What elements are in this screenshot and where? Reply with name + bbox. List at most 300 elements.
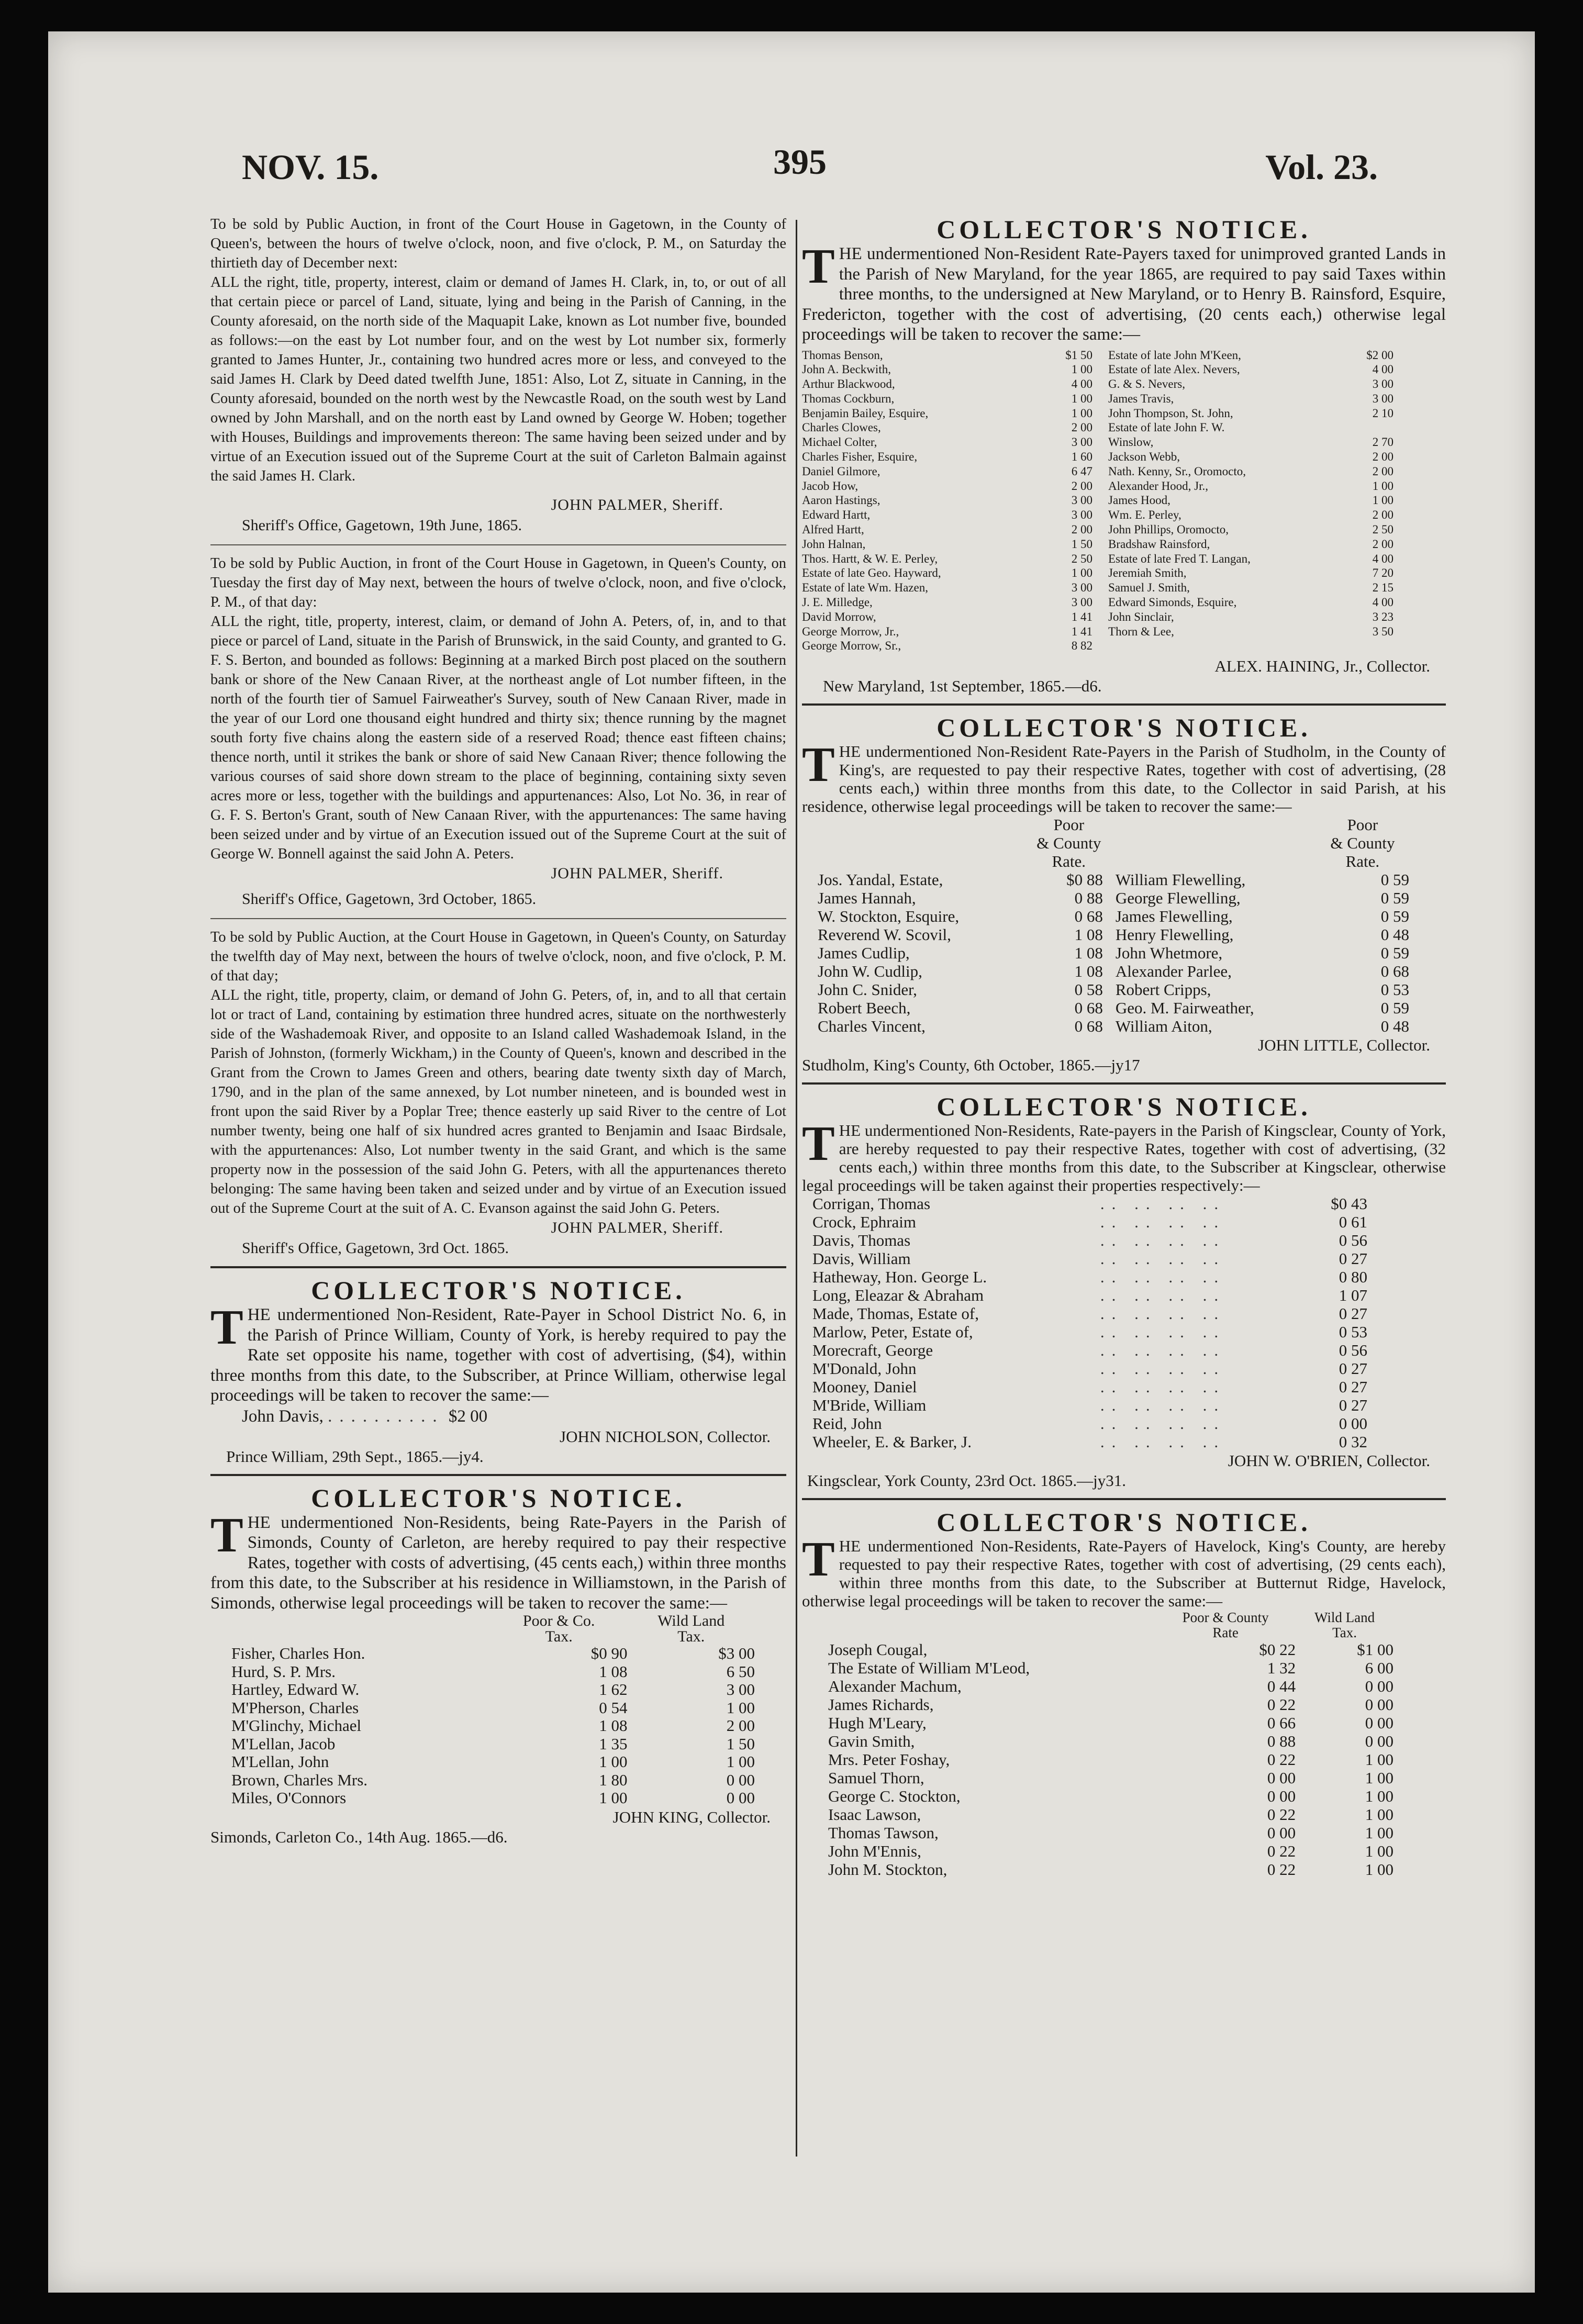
table-row <box>812 1268 1367 1286</box>
wild-land-tax: 0 00 <box>1365 1714 1394 1733</box>
payer-amount: 0 68 <box>1074 999 1103 1018</box>
payer-amount: 1 41 <box>1071 624 1093 638</box>
table-row <box>802 595 1394 610</box>
poor-tax-amount: $0 90 <box>590 1644 628 1662</box>
rate-row <box>210 1406 786 1427</box>
payer-name: Aaron Hastings, <box>802 494 880 507</box>
payer-amount: 0 00 <box>1339 1414 1367 1433</box>
payer-name: George C. Stockton, <box>828 1787 961 1806</box>
payer-name: Estate of late Fred T. Langan, <box>1108 552 1251 565</box>
notice-text: THE undermentioned Non-Residents, Rate-payers in the Parish of Kingsclear, County of York, are hereby requested to pay their respective Rates, together with cost of advertising, (32 cents each,) within three months from this date, to the Subscriber at Kingsclear, otherwise legal proceedings will be taken against their properties respectively:— <box>802 1116 1446 1195</box>
payer-amount: 2 00 <box>1071 523 1093 537</box>
table-row <box>802 610 1394 624</box>
payer-name: Arthur Blackwood, <box>802 377 895 391</box>
payer-name: Crock, Ephraim <box>812 1213 917 1232</box>
leader-dots: .......... <box>328 1406 444 1426</box>
table-row <box>812 1194 1367 1213</box>
payer-name: Jackson Webb, <box>1108 450 1180 464</box>
payer-amount: 2 00 <box>1372 450 1394 464</box>
rate-table <box>828 1610 1394 1879</box>
payer-amount: 3 00 <box>1071 596 1093 609</box>
payer-name: J. E. Milledge, <box>802 596 873 609</box>
divider <box>802 1498 1446 1500</box>
notice-text: THE undermentioned Non-Residents, being Rate-Payers in the Parish of Simonds, County of Carleton, are hereby required to pay their respective Rates, together with costs of advertising, (45 cents each,) within three months from this date, to the Subscriber at his residence in Williamstown, in the Parish of Simonds, otherwise legal proceedings will be taken to recover the same:— <box>210 1507 786 1613</box>
drop-cap: T <box>802 239 835 294</box>
table-row <box>802 406 1394 421</box>
payer-amount: 3 00 <box>1071 508 1093 522</box>
payer-name: Hatheway, Hon. George L. <box>812 1268 987 1287</box>
payer-amount: 4 00 <box>1372 363 1394 376</box>
payer-amount: 1 00 <box>1071 363 1093 376</box>
table-row <box>802 377 1394 392</box>
table-row <box>802 464 1394 479</box>
payer-amount: 1 08 <box>1074 925 1103 944</box>
collector-signature: JOHN W. O'BRIEN, Collector. <box>1228 1451 1430 1470</box>
table-row <box>818 907 1409 925</box>
collector-notice-new-maryland <box>802 215 1446 696</box>
payer-name: Mrs. Peter Foshay, <box>828 1750 950 1769</box>
leader-dots: .. .. .. .. <box>1100 1359 1226 1378</box>
payer-amount: 0 27 <box>1339 1378 1367 1396</box>
payer-name: Estate of late Geo. Hayward, <box>802 566 941 580</box>
payer-name: Gavin Smith, <box>828 1732 915 1751</box>
notice-title: COLLECTOR'S NOTICE. <box>937 1092 1311 1122</box>
payer-name: Winslow, <box>1108 435 1154 449</box>
sale-intro: To be sold by Public Auction, in front of the Court House in Gagetown, in the County of Queen's, between the hours of twelve o'clock, noon, and five o'clock, P. M., on Saturday the thirtieth day of December next: <box>210 216 786 271</box>
wild-land-tax-amount: 1 00 <box>726 1698 755 1717</box>
leader-dots: .. .. .. .. <box>1100 1213 1226 1232</box>
leader-dots: .. .. .. .. <box>1100 1378 1226 1396</box>
payer-amount: 3 00 <box>1372 392 1394 405</box>
payer-name: M'Glinchy, Michael <box>231 1716 362 1735</box>
wild-land-tax-amount: 2 00 <box>726 1716 755 1735</box>
payer-amount: 0 61 <box>1339 1213 1367 1232</box>
notice-title: COLLECTOR'S NOTICE. <box>937 713 1311 743</box>
table-row <box>818 999 1409 1017</box>
poor-county-rate: $0 22 <box>1259 1640 1296 1659</box>
wild-land-tax: 0 00 <box>1365 1732 1394 1751</box>
payer-name: James Hood, <box>1108 494 1170 507</box>
table-row <box>812 1304 1367 1323</box>
payer-amount: 0 27 <box>1339 1304 1367 1323</box>
leader-dots: .. .. .. .. <box>1100 1304 1226 1323</box>
payer-name: John M. Stockton, <box>828 1860 947 1879</box>
payer-name: Alexander Machum, <box>828 1677 962 1696</box>
wild-land-tax-amount: 3 00 <box>726 1680 755 1699</box>
payer-name: Wheeler, E. & Barker, J. <box>812 1433 972 1451</box>
leader-dots: .. .. .. .. <box>1100 1323 1226 1342</box>
wild-land-tax-amount: 1 50 <box>726 1734 755 1753</box>
issue-date: NOV. 15. <box>242 147 379 187</box>
payer-name: Marlow, Peter, Estate of, <box>812 1323 973 1342</box>
sale-body: ALL the right, title, property, interest, claim or demand of James H. Clark, in, to, or out of all that certain piece or parcel of Land, situate, lying and being in the Parish of Canning, in the County aforesaid, on the north side of the Maquapit Lake, known as Lot number five, bounded as follows:—on the east by Lot number four, and on the west by Lot number six, formerly granted to James Hunter, Jr., containing two hundred acres more or less, and conveyed to the said James H. Clark by Deed dated twelfth June, 1851: Also, Lot Z, situate in Canning, in the County aforesaid, bounded on the north west by the Newcastle Road, on the south west by Land owned by John Marshall, and on the north east by Land owned by George W. Hoben; together with Houses, Buildings and improvements thereon: The same having been seized under and by virtue of an Execution issued out of the Supreme Court at the suit of Carleton Balmain against the said James H. Clark. <box>210 274 786 484</box>
poor-county-rate: 0 22 <box>1267 1860 1296 1879</box>
payer-amount: 0 53 <box>1380 980 1409 999</box>
poor-county-rate: 0 00 <box>1267 1824 1296 1842</box>
poor-county-rate: 0 22 <box>1267 1695 1296 1714</box>
column-header: Poor & County Rate. <box>1330 815 1395 871</box>
table-row <box>818 980 1409 999</box>
drop-cap: T <box>802 1116 835 1171</box>
table-row <box>828 1659 1394 1677</box>
payer-amount: 1 00 <box>1071 392 1093 405</box>
leader-dots: .. .. .. .. <box>1100 1433 1226 1451</box>
collector-notice-havelock <box>802 1507 1446 1879</box>
wild-land-tax: 1 00 <box>1365 1842 1394 1861</box>
rate-table <box>818 815 1409 1035</box>
payer-amount: 0 59 <box>1380 870 1409 889</box>
table-row <box>812 1378 1367 1396</box>
notice-title: COLLECTOR'S NOTICE. <box>311 1483 686 1513</box>
payer-name: Long, Eleazar & Abraham <box>812 1286 984 1305</box>
payer-name: Hugh M'Leary, <box>828 1714 927 1733</box>
collector-signature: ALEX. HAINING, Jr., Collector. <box>1214 657 1430 676</box>
leader-dots: .. .. .. .. <box>1100 1194 1226 1213</box>
payer-name: Fisher, Charles Hon. <box>231 1644 365 1662</box>
table-row <box>828 1677 1394 1695</box>
poor-tax-amount: 1 35 <box>599 1734 628 1753</box>
table-row <box>828 1640 1394 1659</box>
wild-land-tax-amount: 6 50 <box>726 1662 755 1681</box>
payer-name: James Cudlip, <box>818 944 910 963</box>
payer-amount: 1 50 <box>1071 537 1093 551</box>
payer-name: Reverend W. Scovil, <box>818 925 951 944</box>
left-column <box>210 215 786 1847</box>
table-row <box>812 1414 1367 1433</box>
rate-table <box>812 1194 1367 1451</box>
payer-name: John Phillips, Oromocto, <box>1108 523 1229 537</box>
wild-land-tax: 1 00 <box>1365 1769 1394 1787</box>
payer-amount: 0 58 <box>1074 980 1103 999</box>
table-row <box>231 1717 755 1735</box>
table-row <box>812 1396 1367 1414</box>
payer-name: M'Lellan, John <box>231 1752 329 1771</box>
payer-name: Alfred Hartt, <box>802 523 864 537</box>
payer-name: Edward Hartt, <box>802 508 871 522</box>
payer-name: William Aiton, <box>1115 1017 1212 1036</box>
payer-name: Thomas Benson, <box>802 348 883 362</box>
poor-tax-amount: 1 80 <box>599 1770 628 1789</box>
payer-name: Hurd, S. P. Mrs. <box>231 1662 336 1681</box>
payer-name: Jeremiah Smith, <box>1108 566 1187 580</box>
divider <box>802 1082 1446 1085</box>
sheriff-sale-peters-2 <box>210 928 786 1259</box>
payer-name: Charles Clowes, <box>802 421 881 434</box>
payer-name: Made, Thomas, Estate of, <box>812 1304 979 1323</box>
table-row <box>812 1341 1367 1359</box>
payer-amount: 7 20 <box>1372 566 1394 580</box>
payer-name: Alexander Hood, Jr., <box>1108 479 1209 493</box>
notice-title: COLLECTOR'S NOTICE. <box>937 1507 1311 1537</box>
payer-name: John Thompson, St. John, <box>1108 406 1233 420</box>
leader-dots: .. .. .. .. <box>1100 1268 1226 1287</box>
payer-name: M'Pherson, Charles <box>231 1698 359 1717</box>
table-row <box>818 889 1409 907</box>
table-row <box>802 552 1394 566</box>
poor-tax-amount: 1 00 <box>599 1789 628 1807</box>
rate-table <box>802 348 1394 654</box>
leader-dots: .. .. .. .. <box>1100 1286 1226 1305</box>
payer-name: Thorn & Lee, <box>1108 624 1174 638</box>
payer-amount: 2 00 <box>1372 464 1394 478</box>
table-row <box>812 1231 1367 1249</box>
table-row <box>828 1732 1394 1750</box>
payer-name: Brown, Charles Mrs. <box>231 1770 368 1789</box>
payer-amount: $0 43 <box>1331 1194 1367 1213</box>
table-row <box>812 1249 1367 1268</box>
notice-text: THE undermentioned Non-Resident Rate-Payers taxed for unimproved granted Lands in the Parish of New Maryland, for the year 1865, are required to pay said Taxes within three months, to the undersigned at New Maryland, or to Henry B. Rainsford, Esquire, Fredericton, together with the cost of advertising, (20 cents each,) otherwise legal proceedings will be taken to recover the same:— <box>802 239 1446 344</box>
payer-amount: 3 00 <box>1372 377 1394 391</box>
leader-dots: .. .. .. .. <box>1100 1249 1226 1268</box>
payer-name: John C. Snider, <box>818 980 917 999</box>
table-row <box>828 1769 1394 1787</box>
payer-name: Estate of late Wm. Hazen, <box>802 581 928 595</box>
payer-name: Mooney, Daniel <box>812 1378 917 1396</box>
payer-amount: 1 60 <box>1071 450 1093 464</box>
collector-notice-simonds <box>210 1483 786 1847</box>
payer-amount: 2 00 <box>1372 508 1394 522</box>
wild-land-tax: $1 00 <box>1357 1640 1394 1659</box>
payer-amount: 8 82 <box>1071 639 1093 653</box>
payer-name: John Sinclair, <box>1108 610 1174 623</box>
payer-amount: 1 00 <box>1372 479 1394 493</box>
wild-land-tax-amount: $3 00 <box>718 1644 755 1662</box>
poor-tax-amount: 1 08 <box>599 1716 628 1735</box>
poor-county-rate: 0 00 <box>1267 1769 1296 1787</box>
table-row <box>802 580 1394 595</box>
drop-cap: T <box>802 738 835 792</box>
wild-land-tax: 1 00 <box>1365 1860 1394 1879</box>
payer-amount: 0 53 <box>1339 1323 1367 1342</box>
payer-name: Estate of late John F. W. <box>1108 421 1225 434</box>
payer-name: Charles Fisher, Esquire, <box>802 450 918 464</box>
table-row <box>812 1359 1367 1378</box>
payer-amount: 1 08 <box>1074 944 1103 963</box>
table-row <box>802 450 1394 464</box>
payer-name: Isaac Lawson, <box>828 1805 921 1824</box>
table-row <box>802 479 1394 494</box>
notice-text: THE undermentioned Non-Resident Rate-Payers in the Parish of Studholm, in the County of King's, are requested to pay their respective Rates, together with cost of advertising, (28 cents each,) within three months from this date, to the Collector in said Parish, at his residence, otherwise legal proceedings will be taken to recover the same:— <box>802 738 1446 816</box>
collector-signature: JOHN NICHOLSON, Collector. <box>560 1427 771 1446</box>
poor-tax-amount: 0 54 <box>599 1698 628 1717</box>
column-header: Wild Land Tax. <box>1314 1610 1375 1641</box>
payer-name: Alexander Parlee, <box>1115 962 1232 981</box>
payer-amount: 0 56 <box>1339 1341 1367 1360</box>
poor-county-rate: 0 44 <box>1267 1677 1296 1696</box>
sheriff-office-date: Sheriff's Office, Gagetown, 3rd Oct. 1865. <box>242 1239 509 1257</box>
table-row <box>802 639 1394 653</box>
table-row <box>802 362 1394 377</box>
notice-date: Prince William, 29th Sept., 1865.—jy4. <box>226 1447 484 1466</box>
payer-name: W. Stockton, Esquire, <box>818 907 960 926</box>
poor-tax-amount: 1 08 <box>599 1662 628 1681</box>
payer-name: Thomas Cockburn, <box>802 392 895 405</box>
payer-amount: 3 50 <box>1372 624 1394 638</box>
table-row <box>231 1789 755 1807</box>
newspaper-page <box>48 31 1535 2293</box>
table-row <box>818 962 1409 980</box>
column-header: Poor & Co. Tax. <box>522 1612 595 1645</box>
table-row <box>231 1699 755 1717</box>
collector-signature: JOHN KING, Collector. <box>612 1807 771 1826</box>
payer-name: Robert Cripps, <box>1115 980 1211 999</box>
payer-amount: 2 70 <box>1372 435 1394 449</box>
sale-body: ALL the right, title, property, claim, or demand of John G. Peters, of, in, and to all that certain lot or tract of Land, containing by estimation three hundred acres, situate on the northwesterly side of the Washademoak River, and opposite to an Island called Washademoak Island, in the Parish of Johnston, (formerly Wickham,) in the County of Queen's, known and described in the Grant from the Crown to James Green and others, bearing date twenty sixth day of March, 1790, and in the plan of the same annexed, by Lot number nineteen, and is bounded west in front upon the said River by a Poplar Tree; thence easterly up said River to the centre of Lot number twenty, being one half of six hundred acres granted to Benjamin and Isaac Birdsale, with the appurtenances: Also, Lot number twenty in the said Grant, and which is the same property now in the possession of the said John G. Peters, with all the appurtenances thereto belonging: The same having been taken and seized under and by virtue of an Execution issued out of the Supreme Court at the suit of A. C. Evanson against the said John G. Peters. <box>210 987 786 1216</box>
payer-name: John Whetmore, <box>1115 944 1223 963</box>
notice-date: Studholm, King's County, 6th October, 1865.—jy17 <box>802 1056 1140 1075</box>
payer-name: The Estate of William M'Leod, <box>828 1659 1030 1678</box>
payer-name: Henry Flewelling, <box>1115 925 1234 944</box>
table-row <box>802 537 1394 552</box>
payer-name: Miles, O'Connors <box>231 1789 347 1807</box>
table-row <box>802 624 1394 639</box>
wild-land-tax: 0 00 <box>1365 1677 1394 1696</box>
payer-amount: 0 59 <box>1380 889 1409 908</box>
wild-land-tax: 1 00 <box>1365 1824 1394 1842</box>
leader-dots: .. .. .. .. <box>1100 1341 1226 1360</box>
sheriff-sale-peters-1 <box>210 554 786 910</box>
table-row <box>802 566 1394 580</box>
table-row <box>812 1286 1367 1304</box>
wild-land-tax: 1 00 <box>1365 1805 1394 1824</box>
payer-amount: 3 23 <box>1372 610 1394 623</box>
payer-amount <box>1348 420 1394 435</box>
payer-amount: 2 10 <box>1372 406 1394 420</box>
payer-amount: 4 00 <box>1372 596 1394 609</box>
table-row <box>802 392 1394 406</box>
wild-land-tax: 6 00 <box>1365 1659 1394 1678</box>
payer-name: David Morrow, <box>802 610 876 623</box>
sale-intro: To be sold by Public Auction, at the Court House in Gagetown, in Queen's County, on Saturday the twelfth day of May next, between the hours of twelve o'clock, noon, and five o'clock, P. M. of that day; <box>210 929 786 984</box>
payer-name: Geo. M. Fairweather, <box>1115 999 1254 1018</box>
payer-name: James Richards, <box>828 1695 934 1714</box>
notice-date: Kingsclear, York County, 23rd Oct. 1865.—jy31. <box>807 1471 1126 1490</box>
payer-amount: 1 00 <box>1071 566 1093 580</box>
table-row <box>812 1323 1367 1341</box>
payer-amount: 4 00 <box>1372 552 1394 565</box>
payer-name: John W. Cudlip, <box>818 962 922 981</box>
payer-amount: $2 00 <box>1366 348 1394 362</box>
payer-name: James Flewelling, <box>1115 907 1233 926</box>
table-row <box>231 1735 755 1753</box>
payer-amount: 0 48 <box>1380 925 1409 944</box>
divider <box>210 1266 786 1268</box>
payer-amount: 4 00 <box>1071 377 1093 391</box>
table-row <box>802 348 1394 363</box>
payer-amount: $0 88 <box>1066 870 1103 889</box>
divider <box>802 703 1446 706</box>
payer-name: Michael Colter, <box>802 435 877 449</box>
payer-name: M'Bride, William <box>812 1396 927 1415</box>
payer-name: Estate of late Alex. Nevers, <box>1108 363 1240 376</box>
payer-name: Thos. Hartt, & W. E. Perley, <box>802 552 938 565</box>
table-row <box>828 1842 1394 1860</box>
payer-name: Daniel Gilmore, <box>802 464 880 478</box>
page-number: 395 <box>773 142 827 182</box>
payer-name: Estate of late John M'Keen, <box>1108 348 1241 362</box>
poor-county-rate: 0 00 <box>1267 1787 1296 1806</box>
notice-title: COLLECTOR'S NOTICE. <box>311 1276 686 1305</box>
table-row <box>231 1663 755 1681</box>
payer-name: G. & S. Nevers, <box>1108 377 1185 391</box>
payer-amount: 0 68 <box>1074 1017 1103 1036</box>
column-header: Wild Land Tax. <box>657 1612 725 1645</box>
payer-amount: 0 48 <box>1380 1017 1409 1036</box>
payer-amount: 1 41 <box>1071 610 1093 623</box>
payer-amount: $2 00 <box>448 1406 488 1426</box>
payer-amount: 2 00 <box>1071 479 1093 493</box>
table-row <box>802 435 1394 450</box>
leader-dots: .. .. .. .. <box>1100 1396 1226 1415</box>
payer-name: John Davis, <box>242 1406 324 1426</box>
table-row <box>828 1824 1394 1842</box>
divider <box>210 1474 786 1476</box>
payer-amount: $1 50 <box>1065 348 1093 362</box>
leader-dots: .. .. .. .. <box>1100 1414 1226 1433</box>
payer-name: Samuel J. Smith, <box>1108 581 1190 595</box>
payer-amount: 1 07 <box>1339 1286 1367 1305</box>
drop-cap: T <box>802 1532 835 1587</box>
table-row <box>818 944 1409 962</box>
payer-amount: 2 00 <box>1071 421 1093 434</box>
payer-name: Davis, Thomas <box>812 1231 911 1250</box>
payer-name: John A. Beckwith, <box>802 363 891 376</box>
payer-name: M'Lellan, Jacob <box>231 1734 336 1753</box>
table-row <box>802 420 1394 435</box>
payer-amount <box>1348 639 1394 653</box>
column-header: Poor & County Rate. <box>1036 815 1101 871</box>
table-row <box>231 1645 755 1663</box>
payer-name: Nath. Kenny, Sr., Oromocto, <box>1108 464 1246 478</box>
leader-dots: .. .. .. .. <box>1100 1231 1226 1250</box>
notice-text: THE undermentioned Non-Resident, Rate-Payer in School District No. 6, in the Parish of Prince William, County of York, is hereby required to pay the Rate set opposite his name, together with cost of advertising, ($4), within three months from this date, to the Subscriber, at Prince William, otherwise legal proceedings will be taken to recover the same:— <box>210 1300 786 1405</box>
payer-amount: 0 27 <box>1339 1249 1367 1268</box>
wild-land-tax-amount: 1 00 <box>726 1752 755 1771</box>
payer-name: James Travis, <box>1108 392 1174 405</box>
poor-tax-amount: 1 00 <box>599 1752 628 1771</box>
payer-amount: 0 56 <box>1339 1231 1367 1250</box>
payer-amount: 2 00 <box>1372 537 1394 551</box>
table-row <box>828 1695 1394 1714</box>
payer-amount: 2 50 <box>1071 552 1093 565</box>
column-header: Poor & County Rate <box>1182 1610 1269 1641</box>
poor-county-rate: 0 22 <box>1267 1842 1296 1861</box>
payer-name: Jos. Yandal, Estate, <box>818 870 943 889</box>
collector-signature: JOHN LITTLE, Collector. <box>1258 1036 1430 1055</box>
rate-table <box>231 1613 755 1807</box>
payer-amount: 3 00 <box>1071 494 1093 507</box>
payer-name: Jacob How, <box>802 479 859 493</box>
volume-number: Vol. 23. <box>1265 147 1378 187</box>
payer-amount: 3 00 <box>1071 581 1093 595</box>
wild-land-tax-amount: 0 00 <box>726 1770 755 1789</box>
payer-amount: 1 08 <box>1074 962 1103 981</box>
payer-amount: 1 00 <box>1071 406 1093 420</box>
payer-name: George Morrow, Jr., <box>802 624 899 638</box>
poor-county-rate: 0 22 <box>1267 1750 1296 1769</box>
payer-name: Thomas Tawson, <box>828 1824 939 1842</box>
sheriff-signature: JOHN PALMER, Sheriff. <box>551 1219 723 1236</box>
payer-amount: 0 27 <box>1339 1359 1367 1378</box>
poor-county-rate: 0 22 <box>1267 1805 1296 1824</box>
payer-amount: 0 59 <box>1380 999 1409 1018</box>
table-row <box>812 1213 1367 1231</box>
payer-amount: 0 27 <box>1339 1396 1367 1415</box>
wild-land-tax-amount: 0 00 <box>726 1789 755 1807</box>
payer-amount: 0 80 <box>1339 1268 1367 1287</box>
wild-land-tax: 0 00 <box>1365 1695 1394 1714</box>
sheriff-sale-clark <box>210 215 786 536</box>
